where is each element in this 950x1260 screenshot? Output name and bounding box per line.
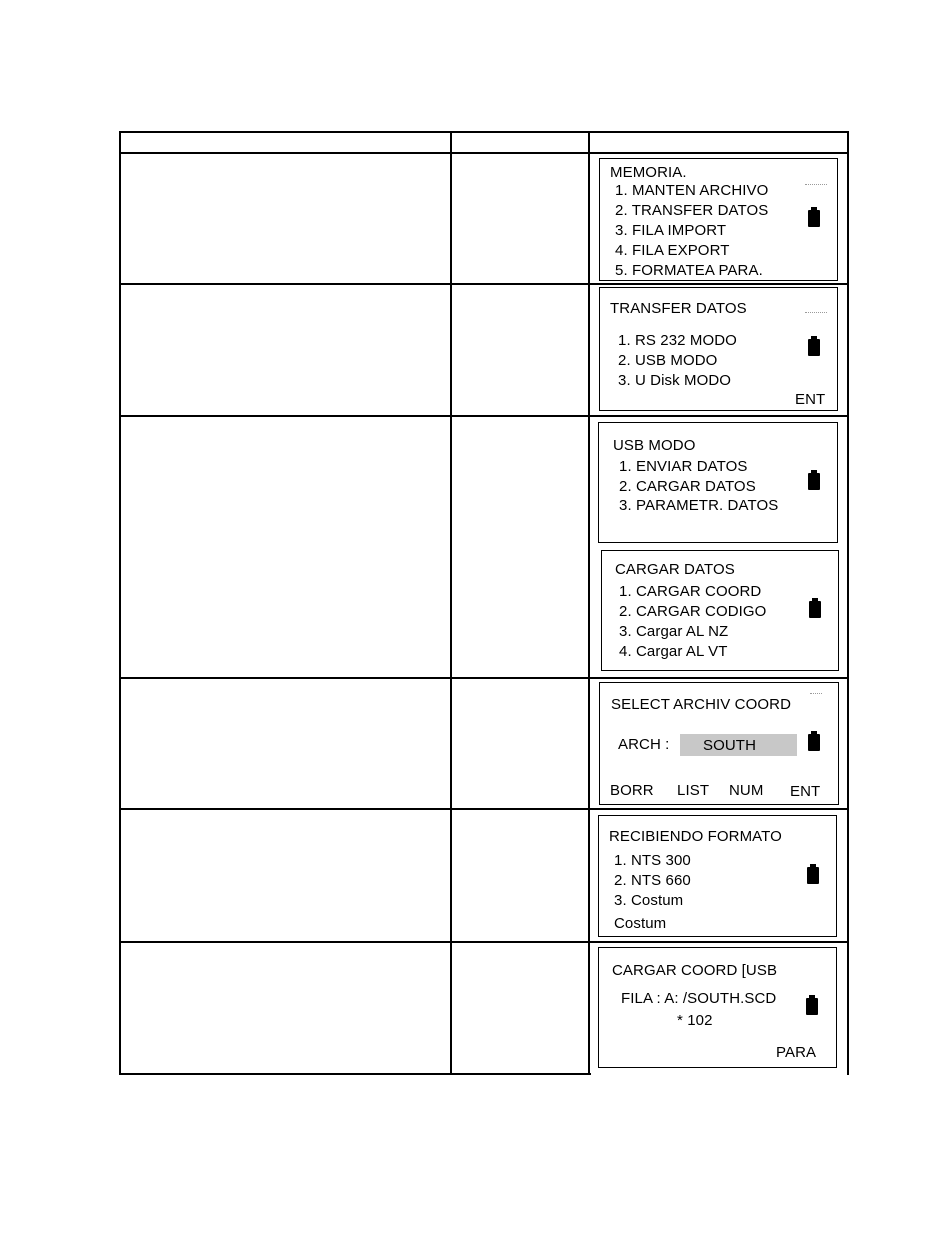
table-divider-col1 [450, 131, 452, 1075]
signal-dots [805, 312, 827, 315]
menu-item[interactable]: 2. TRANSFER DATOS [615, 202, 769, 219]
table-row-line [119, 415, 849, 417]
signal-dots [810, 693, 822, 696]
softkey-list[interactable]: LIST [677, 782, 710, 799]
menu-item[interactable]: 3. U Disk MODO [618, 372, 732, 389]
screen-title: RECIBIENDO FORMATO [609, 828, 782, 845]
menu-item[interactable]: 1. CARGAR COORD [619, 583, 762, 600]
menu-item[interactable]: 3. FILA IMPORT [615, 222, 727, 239]
lcd-screen-usb-modo [598, 422, 838, 543]
menu-item[interactable]: 1. MANTEN ARCHIVO [615, 182, 769, 199]
table-row-line [119, 808, 849, 810]
battery-icon [806, 207, 822, 229]
table-border-left [119, 131, 121, 1075]
menu-item[interactable]: 3. PARAMETR. DATOS [619, 497, 779, 514]
menu-item[interactable]: 3. Cargar AL NZ [619, 623, 729, 640]
battery-icon [806, 336, 822, 358]
record-count: * 102 [677, 1012, 713, 1029]
lcd-screen-cargar-coord-usb [598, 947, 837, 1068]
table-header-line [119, 152, 849, 154]
softkey-num[interactable]: NUM [729, 782, 764, 799]
menu-item[interactable]: 1. ENVIAR DATOS [619, 458, 748, 475]
menu-item[interactable]: 4. Cargar AL VT [619, 643, 728, 660]
menu-item[interactable]: 2. CARGAR CODIGO [619, 603, 767, 620]
softkey-ent[interactable]: ENT [790, 783, 821, 800]
screen-title: SELECT ARCHIV COORD [611, 696, 791, 713]
table-divider-col2 [588, 131, 590, 1075]
lcd-screen-cargar-datos [601, 550, 839, 671]
menu-item[interactable]: 1. NTS 300 [614, 852, 691, 869]
menu-item[interactable]: 2. NTS 660 [614, 872, 691, 889]
softkey-borr[interactable]: BORR [610, 782, 654, 799]
signal-dots [805, 184, 827, 187]
battery-icon [806, 731, 822, 753]
selected-format: Costum [614, 915, 667, 932]
screen-title: CARGAR COORD [USB [612, 962, 778, 979]
file-field-label: ARCH : [618, 736, 670, 753]
table-row-line [119, 283, 849, 285]
softkey-ent[interactable]: ENT [795, 391, 826, 408]
table-border-bottom [119, 1073, 591, 1075]
menu-item[interactable]: 3. Costum [614, 892, 684, 909]
table-border-right [847, 131, 849, 1075]
battery-icon [806, 470, 822, 492]
menu-item[interactable]: 2. CARGAR DATOS [619, 478, 756, 495]
file-name-input[interactable] [680, 734, 797, 756]
softkey-para[interactable]: PARA [776, 1044, 817, 1061]
lcd-screen-select-archiv-coord [599, 682, 839, 805]
menu-item[interactable]: 2. USB MODO [618, 352, 718, 369]
lcd-screen-recibiendo-formato [598, 815, 837, 937]
lcd-screen-memoria [599, 158, 838, 281]
battery-icon [804, 995, 820, 1017]
screen-title: TRANSFER DATOS [610, 300, 747, 317]
file-name-value: SOUTH [703, 737, 756, 754]
file-path: FILA : A: /SOUTH.SCD [621, 990, 777, 1007]
battery-icon [805, 864, 821, 886]
screen-title: USB MODO [613, 437, 696, 454]
menu-item[interactable]: 5. FORMATEA PARA. [615, 262, 763, 279]
table-border-top [119, 131, 849, 133]
menu-item[interactable]: 1. RS 232 MODO [618, 332, 737, 349]
screen-title: MEMORIA. [610, 164, 687, 181]
lcd-screen-transfer-datos [599, 287, 838, 411]
menu-item[interactable]: 4. FILA EXPORT [615, 242, 730, 259]
battery-icon [807, 598, 823, 620]
screen-title: CARGAR DATOS [615, 561, 735, 578]
table-row-line [119, 677, 849, 679]
table-row-line [119, 941, 849, 943]
